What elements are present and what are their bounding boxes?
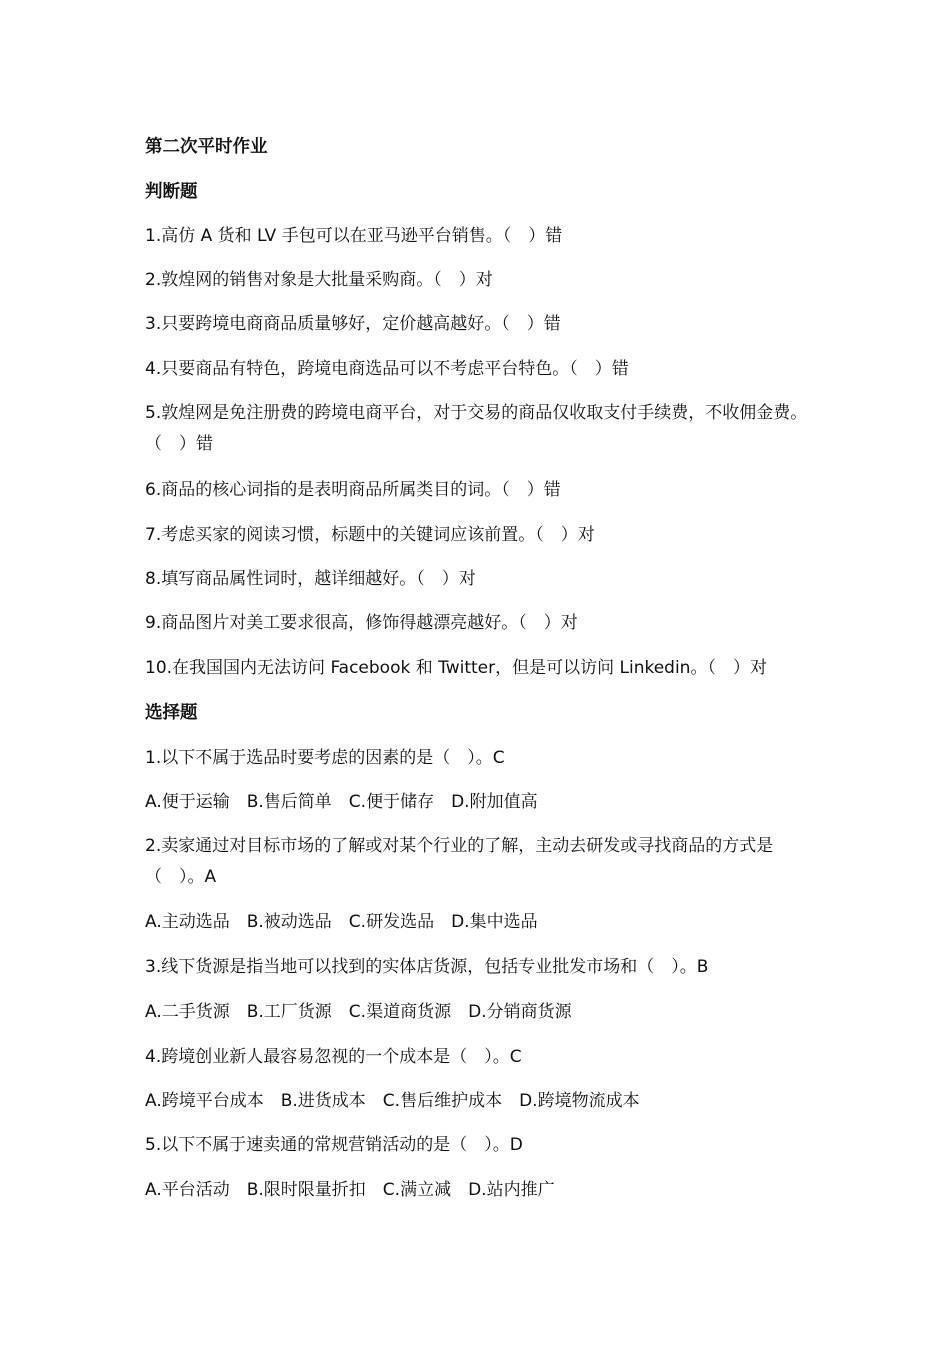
- choice-options-5: A.平台活动 B.限时限量折扣 C.满立减 D.站内推广: [145, 1180, 555, 1200]
- choice-options-1: A.便于运输 B.售后简单 C.便于储存 D.附加值高: [145, 792, 538, 812]
- choice-options-2: A.主动选品 B.被动选品 C.研发选品 D.集中选品: [145, 912, 538, 932]
- judge-question-9: 9.商品图片对美工要求很高，修饰得越漂亮越好。（ ）对: [145, 613, 578, 633]
- judge-question-6: 6.商品的核心词指的是表明商品所属类目的词。（ ）错: [145, 480, 561, 500]
- judge-question-5: 5.敦煌网是免注册费的跨境电商平台，对于交易的商品仅收取支付手续费，不收佣金费。（ ）错: [145, 403, 808, 454]
- choice-question-5: 5.以下不属于速卖通的常规营销活动的是（ ）。D: [145, 1135, 523, 1155]
- judge-question-8: 8.填写商品属性词时，越详细越好。（ ）对: [145, 569, 476, 589]
- judge-question-10: 10.在我国国内无法访问 Facebook 和 Twitter，但是可以访问 Linkedin。（ ）对: [145, 658, 767, 678]
- choice-options-4: A.跨境平台成本 B.进货成本 C.售后维护成本 D.跨境物流成本: [145, 1091, 640, 1111]
- choice-question-4: 4.跨境创业新人最容易忽视的一个成本是（ ）。C: [145, 1047, 522, 1067]
- judge-question-2: 2.敦煌网的销售对象是大批量采购商。（ ）对: [145, 270, 493, 290]
- choice-options-3: A.二手货源 B.工厂货源 C.渠道商货源 D.分销商货源: [145, 1002, 572, 1022]
- section-heading-judge: 判断题: [145, 182, 198, 202]
- judge-question-1: 1.高仿 A 货和 LV 手包可以在亚马逊平台销售。（ ）错: [145, 226, 563, 246]
- judge-question-3: 3.只要跨境电商商品质量够好，定价越高越好。（ ）错: [145, 314, 561, 334]
- judge-question-7: 7.考虑买家的阅读习惯，标题中的关键词应该前置。（ ）对: [145, 525, 595, 545]
- page-title: 第二次平时作业: [145, 137, 268, 157]
- choice-question-3: 3.线下货源是指当地可以找到的实体店货源，包括专业批发市场和（ ）。B: [145, 957, 709, 977]
- choice-question-2: 2.卖家通过对目标市场的了解或对某个行业的了解，主动去研发或寻找商品的方式是（ ）。A: [145, 836, 774, 887]
- choice-question-1: 1.以下不属于选品时要考虑的因素的是（ ）。C: [145, 748, 505, 768]
- section-heading-choice: 选择题: [145, 703, 198, 723]
- judge-question-4: 4.只要商品有特色，跨境电商选品可以不考虑平台特色。（ ）错: [145, 359, 629, 379]
